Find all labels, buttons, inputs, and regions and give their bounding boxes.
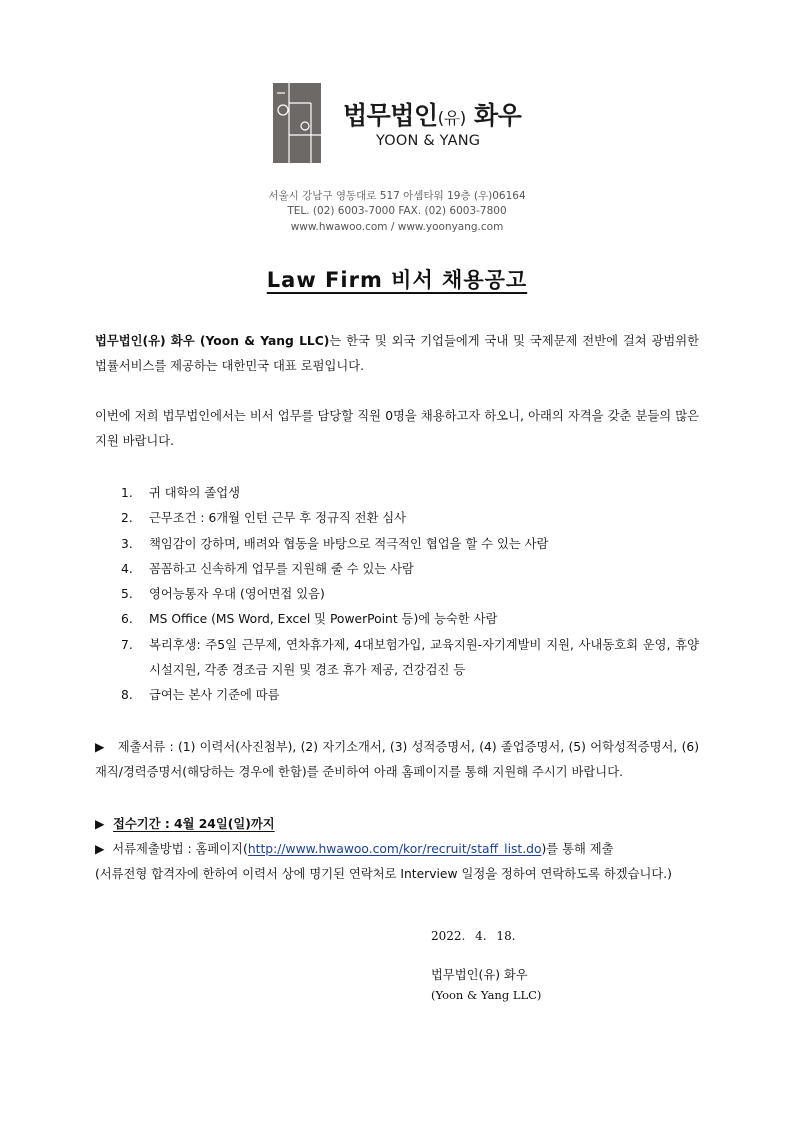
qualification-number: 7. [121, 637, 133, 652]
page-title: Law Firm 비서 채용공고 [266, 268, 528, 292]
signature-korean: 법무법인(유) 화우 [431, 968, 528, 982]
qualification-text: 급여는 본사 기준에 따름 [149, 688, 280, 703]
qualification-item [95, 532, 699, 557]
firm-websites: www.hwawoo.com / www.yoonyang.com [290, 221, 504, 233]
qualification-text: 귀 대학의 졸업생 [149, 486, 240, 500]
hwawoo-logo [273, 83, 321, 163]
qualification-number: 6. [121, 612, 133, 627]
qualification-text: 복리후생: 주5일 근무제, 연차휴가제, 4대보험가입, 교육지원-자기계발비 지원, 사내동호회 운영, 휴양시설지원, 각종 경조금 지원 및 경조 휴가 제공, 건강검진 등 [149, 637, 699, 678]
firm-address: 서울시 강남구 영동대로 517 아셈타워 19층 (우)06164 [268, 190, 526, 202]
qualification-number: 4. [121, 561, 133, 576]
notice-date: 2022. 4. 18. [431, 929, 516, 943]
qualification-text: MS Office (MS Word, Excel 및 PowerPoint 등)에 능숙한 사람 [149, 612, 498, 627]
signature-english: (Yoon & Yang LLC) [431, 988, 542, 1002]
qualification-item [95, 633, 699, 684]
intro-paragraph: 법무법인(유) 화우 (Yoon & Yang LLC)는 한국 및 외국 기업들에게 국내 및 국제문제 전반에 걸쳐 광범위한 법률서비스를 제공하는 대한민국 대표 로펌입니다. [95, 334, 699, 373]
qualification-text: 책임감이 강하며, 배려와 협동을 바탕으로 적극적인 협업을 할 수 있는 사람 [149, 536, 549, 551]
qualification-number: 1. [121, 486, 133, 500]
qualification-text: 근무조건 : 6개월 인턴 근무 후 정규직 전환 심사 [149, 511, 407, 526]
qualification-item [95, 481, 699, 506]
firm-name-korean: 법무법인(유) 화우 [343, 101, 522, 130]
qualification-number: 5. [121, 587, 133, 602]
qualification-number: 2. [121, 511, 133, 526]
qualification-item [95, 683, 699, 708]
submission-method: ▶ 서류제출방법 : 홈페이지(http://www.hwawoo.com/kor/recruit/staff_list.do)를 통해 제출 [95, 842, 614, 856]
qualification-list [95, 481, 699, 709]
interview-note: (서류전형 합격자에 한하여 이력서 상에 명기된 연락처로 Interview 일정을 정하여 연락하도록 하겠습니다.) [95, 867, 672, 881]
qualification-number: 3. [121, 536, 133, 551]
qualification-item [95, 582, 699, 607]
firm-phone-fax: TEL. (02) 6003-7000 FAX. (02) 6003-7800 [287, 205, 507, 217]
bullet-icon: ▶ [95, 842, 105, 856]
recruit-link[interactable]: http://www.hwawoo.com/kor/recruit/staff_list.do [247, 842, 542, 856]
bullet-icon: ▶ [95, 817, 105, 831]
qualification-text: 꼼꼼하고 신속하게 업무를 지원해 줄 수 있는 사람 [149, 561, 414, 576]
qualification-item [95, 607, 699, 632]
bullet-icon: ▶ [95, 740, 105, 754]
qualification-number: 8. [121, 688, 133, 703]
qualification-item [95, 506, 699, 531]
qualification-text: 영어능통자 우대 (영어면접 있음) [149, 587, 325, 602]
recruit-paragraph: 이번에 저희 법무법인에서는 비서 업무를 담당할 직원 0명을 채용하고자 하오니, 아래의 자격을 갖춘 분들의 많은 지원 바랍니다. [95, 409, 699, 448]
firm-name-bold: 법무법인(유) 화우 (Yoon & Yang LLC) [95, 334, 330, 348]
submission-period: ▶ 접수기간 : 4월 24일(일)까지 [95, 817, 275, 831]
submission-documents: ▶ 제출서류 : (1) 이력서(사진첨부), (2) 자기소개서, (3) 성적증명서, (4) 졸업증명서, (5) 어학성적증명서, (6) 재직/경력증명서(해당하는 경우에 한함)를 준비하여 아래 홈페이지를 통해 지원해 주시기 바랍니다. [95, 740, 699, 779]
firm-name-english: YOON & YANG [376, 133, 481, 149]
qualification-item [95, 557, 699, 582]
